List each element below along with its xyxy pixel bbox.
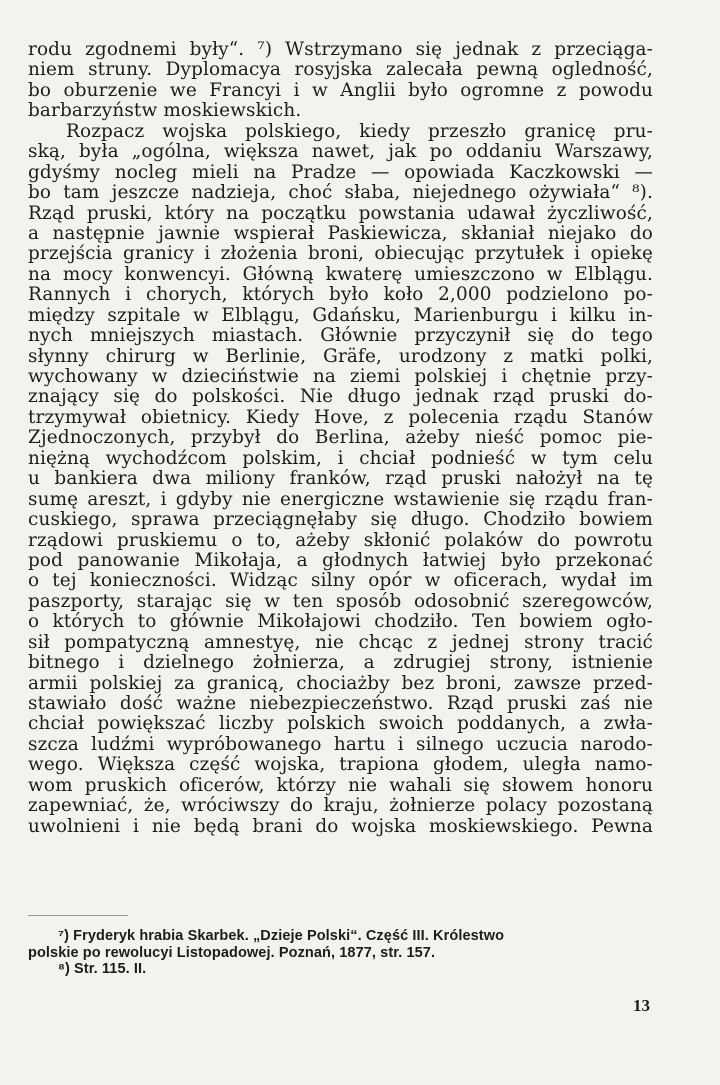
text-line: o tej konieczności. Widząc silny opór w oficerach, wydał im [28,570,653,592]
text-line: o których to głównie Mikołajowi chodziło. Ten bowiem ogło- [28,611,653,633]
text-line: Rząd pruski, który na początku powstania udawał życzliwość, [28,202,653,224]
text-line: wychowany w dzieciństwie na ziemi polskiej i chętnie przy- [28,366,653,387]
text-line: u bankiera dwa miliony franków, rząd pruski nałożył na tę [28,468,653,490]
text-line: trzymywał obietnicy. Kiedy Hove, z polecenia rządu Stanów [28,406,653,428]
text-line: rządowi pruskiemu o to, ażeby skłonić polaków do powrotu [28,529,653,551]
text-line: na mocy konwencyi. Główną kwaterę umieszczono w Elblągu. [28,263,653,285]
text-line: stawiało dość ważne niebezpieczeństwo. Rząd pruski zaś nie [28,693,653,714]
text-line: nych mniejszych miastach. Głównie przyczynił się do tego [28,325,653,347]
text-line: znający się do polskości. Nie długo jednak rząd pruski do- [28,386,653,408]
text-line: sumę areszt, i gdyby nie energiczne wstawienie się rządu fran- [28,488,653,510]
footnotes [28,928,653,978]
text-line: wom pruskich oficerów, którzy nie wahali się słowem honoru [28,774,653,796]
text-line: wego. Większa część wojska, trapiona głodem, uległa namo- [28,754,653,776]
body-text [28,40,653,837]
text-line: przejścia granicy i złożenia broni, obiecując przytułek i opiekę [28,243,653,265]
text-line: sił pompatyczną amnestyę, nie chcąc z jednej strony tracić [28,631,653,653]
text-line: między szpitale w Elblągu, Gdańsku, Marienburgu i kilku in- [28,304,653,326]
text-line: niem struny. Dyplomacya rosyjska zalecała pewną ogledność, [28,59,653,81]
text-line: cuskiego, sprawa przeciągnęłaby się długo. Chodziło bowiem [28,509,653,531]
text-line: rodu zgodnemi były“. ⁷) Wstrzymano się jednak z przeciąga- [28,39,653,60]
text-line: ską, była „ogólna, większa nawet, jak po oddaniu Warszawy, [28,141,653,163]
text-line: a następnie jawnie wspierał Paskiewicza, skłaniał niejako do [28,222,653,244]
footnote-7-continued: polskie po rewolucyi Listopadowej. Poznań, 1877, str. 157. [28,944,436,961]
text-line: niężną wychodźcom polskim, i chciał podnieść w tym celu [28,447,653,469]
text-line: Rannych i chorych, których było koło 2,000 podzielono po- [28,284,653,306]
footnote-7: ⁷) Fryderyk hrabia Skarbek. „Dzieje Polski“. Część III. Królestwo [58,928,505,944]
text-line: chciał powiększać liczby polskich swoich poddanych, a zwła- [28,713,653,735]
page-number: 13 [633,996,650,1015]
text-line: pod panowanie Mikołaja, a głodnych łatwiej było przekonać [28,549,653,571]
text-line: zapewniać, że, wróciwszy do kraju, żołnierze polacy pozostaną [28,795,653,817]
text-line: paszporty, starając się w ten sposób odosobnić szeregowców, [28,590,653,612]
text-line: armii polskiej za granicą, chociażby bez broni, zawsze przed- [28,672,653,694]
text-line: gdyśmy nocleg mieli na Pradze — opowiada Kaczkowski — [28,161,653,183]
text-line: Rozpacz wojska polskiego, kiedy przeszło granicę pru- [66,120,653,142]
text-line: bitnego i dzielnego żołnierza, a zdrugiej strony, istnienie [28,652,653,674]
text-line: słynny chirurg w Berlinie, Gräfe, urodzony z matki polki, [28,345,653,367]
text-line: szcza ludźmi wypróbowanego hartu i silnego uczucia narodo- [28,733,653,755]
text-line: uwolnieni i nie będą brani do wojska moskiewskiego. Pewna [28,815,653,837]
text-line: bo tam jeszcze nadzieja, choć słaba, niejednego ożywiała“ ⁸). [28,182,653,204]
text-line: barbarzyństw moskiewskich. [28,100,302,122]
footnote-divider [28,915,128,916]
footnote-8: ⁸) Str. 115. II. [58,961,147,977]
text-line: Zjednoczonych, przybył do Berlina, ażeby nieść pomoc pie- [28,427,653,449]
text-line: bo oburzenie we Francyi i w Anglii było ogromne z powodu [28,79,653,101]
